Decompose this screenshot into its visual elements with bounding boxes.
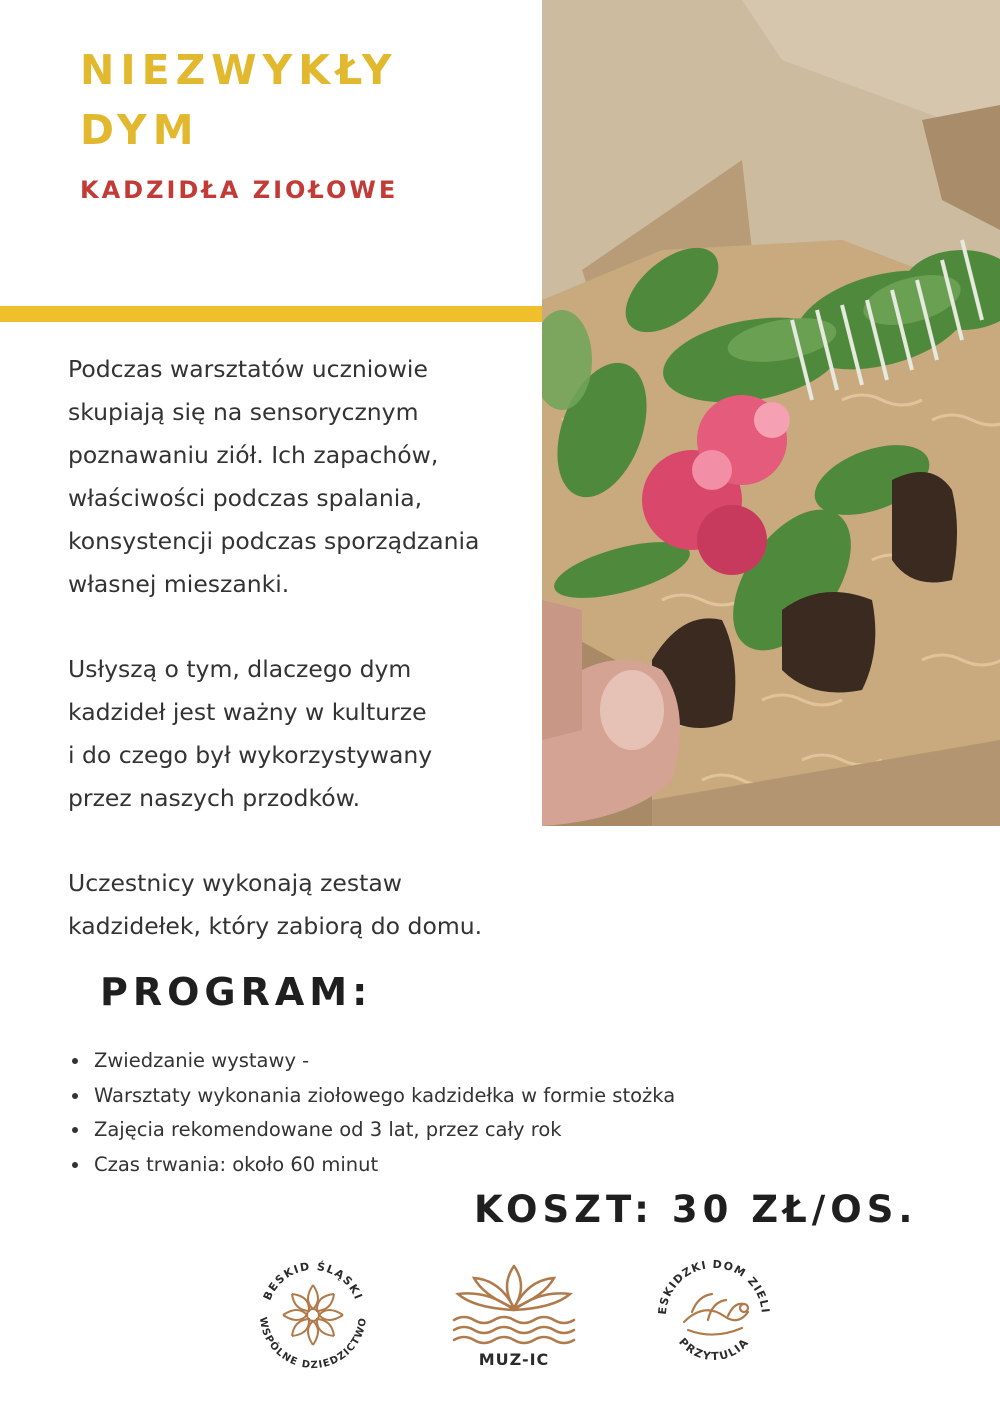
text-line: poznawaniu ziół. Ich zapachów, [68,441,439,469]
text-line: kadzideł jest ważny w kulturze [68,698,427,726]
bullet-icon [72,1162,78,1168]
program-item-text: Zwiedzanie wystawy - [94,1049,310,1072]
description-paragraph-2 [68,648,548,820]
text-line: konsystencji podczas sporządzania [68,527,480,555]
text-line: przez naszych przodków. [68,784,361,812]
accent-bar [0,306,542,322]
text-line: Podczas warsztatów uczniowie [68,355,428,383]
herbs-photo [542,0,1000,826]
logo3-top-text: ESKIDZKI DOM ZIELI [655,1257,772,1316]
logo3-bottom-text: PRZYTULIA [676,1335,752,1364]
beskid-slaski-logo [248,1250,378,1380]
page-subtitle: KADZIDŁA ZIOŁOWE [80,176,399,204]
text-line: własnej mieszanki. [68,570,290,598]
bullet-icon [72,1127,78,1133]
svg-text:PRZYTULIA [676,1336,752,1364]
program-item-text: Czas trwania: około 60 minut [94,1152,379,1176]
text-line: kadzidełek, który zabiorą do domu. [68,912,483,940]
program-heading: PROGRAM: [100,970,373,1014]
bullet-icon [72,1093,78,1099]
description-paragraph-3 [68,862,548,948]
logo2-text: MUZ-IC [478,1350,550,1369]
cost-label: KOSZT: 30 ZŁ/OS. [474,1188,918,1231]
title-line-1: NIEZWYKŁY [80,46,398,94]
text-line: Uczestnicy wykonają zestaw [68,869,402,897]
svg-text:BESKIDZKI DOM ZIELIN [648,1250,772,1315]
logo1-top-text: BESKID ŚLĄSKI [260,1259,366,1303]
description-paragraph-1 [68,348,548,606]
program-item [70,1113,830,1148]
text-line: i do czego był wykorzystywany [68,741,433,769]
program-item [70,1079,830,1114]
text-line: właściwości podczas spalania, [68,484,423,512]
beskidzki-dom-zielin-logo [648,1250,780,1382]
page-title [80,40,520,160]
program-item [70,1148,830,1183]
muz-ic-logo [440,1258,588,1386]
title-line-2: DYM [80,106,200,154]
svg-text:BESKID ŚLĄSKI [261,1260,365,1302]
text-line: skupiają się na sensorycznym [68,398,419,426]
text-line: Usłyszą o tym, dlaczego dym [68,655,412,683]
bullet-icon [72,1058,78,1064]
program-item [70,1044,830,1079]
program-list [70,1044,830,1182]
program-item-text: Warsztaty wykonania ziołowego kadzidełka w formie stożka [94,1083,676,1107]
logo1-bottom-text: WSPÓLNE DZIEDZICTWO [256,1316,370,1372]
program-item-text: Zajęcia rekomendowane od 3 lat, przez cały rok [94,1118,562,1141]
